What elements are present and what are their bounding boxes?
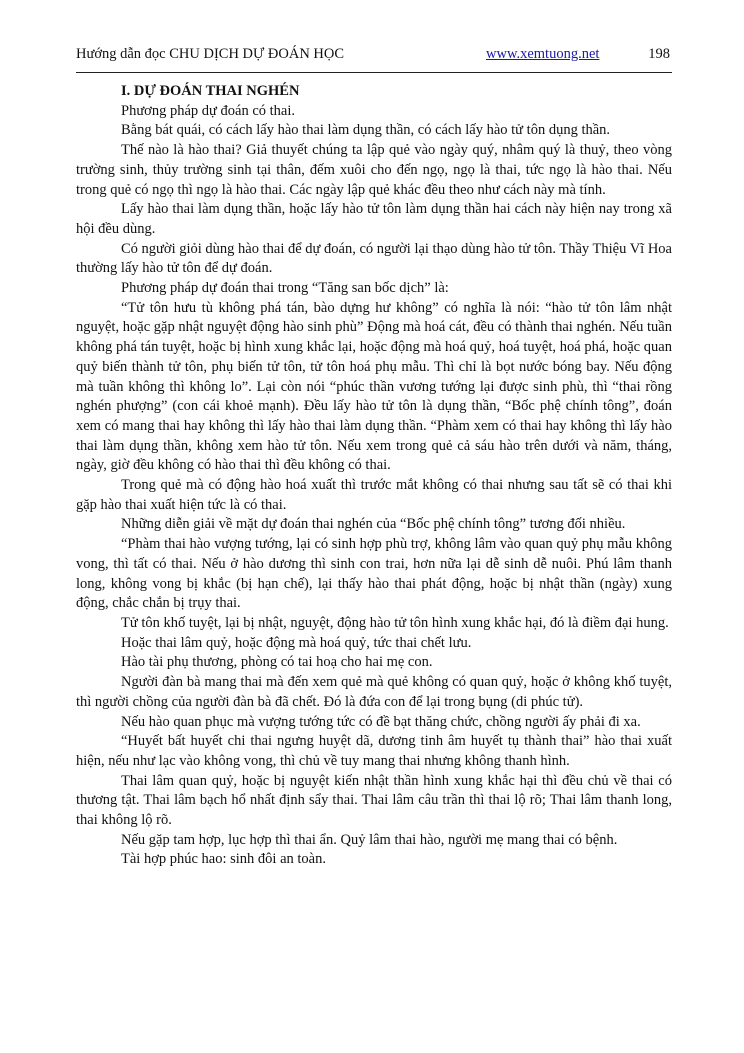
paragraph: “Huyết bất huyết chi thai ngưng huyệt dã, dương tinh âm huyết tụ thành thai” hào thai xuất hiện, nếu như lạc vào không vong, thì chủ về tuy mang thai nhưng không thanh hình. xyxy=(76,733,672,769)
paragraph: Những diễn giải về mặt dự đoán thai nghén của “Bốc phệ chính tông” tương đối nhiều. xyxy=(121,516,626,533)
paragraph: Phương pháp dự đoán thai trong “Tăng san bốc dịch” là: xyxy=(121,280,449,297)
paragraph: Thai lâm quan quỷ, hoặc bị nguyệt kiến nhật thần hình xung khắc hại thì đều chủ về thai có thương tật. Thai lâm bạch hổ nhất định sẩy thai. Thai lâm câu trần thì thai lộ rõ; Thai lâm thanh long, thai không lộ rõ. xyxy=(76,772,672,829)
paragraph: Hoặc thai lâm quỷ, hoặc động mà hoá quỷ, tức thai chết lưu. xyxy=(121,634,472,651)
paragraph: Người đàn bà mang thai mà đến xem quẻ mà quẻ không có quan quỷ, hoặc ở không khố tuyệt, thì người chồng của người đàn bà đã chết. Đó là đứa con để lại trong bụng (di phúc tử). xyxy=(76,674,672,710)
header-divider xyxy=(76,72,672,73)
paragraph: Thế nào là hào thai? Giả thuyết chúng ta lập quẻ vào ngày quý, nhâm quý là thuỷ, theo vòng trường sinh, thủy trường sinh tại thân, đếm xuôi cho đến ngọ, ngọ là thai, tức ngọ là hào thai. Nếu trong quẻ có ngọ thì ngọ là hào thai. Các ngày lập quẻ khác đều theo như cách này mà tính. xyxy=(76,142,672,198)
paragraph: Trong quẻ mà có động hào hoá xuất thì trước mắt không có thai nhưng sau tất sẽ có thai khi gặp hào thai xuất hiện tức là có thai. xyxy=(76,477,672,513)
paragraph: Nếu gặp tam hợp, lục hợp thì thai ẩn. Quỷ lâm thai hào, người mẹ mang thai có bệnh. xyxy=(121,831,618,848)
page-number: 198 xyxy=(648,46,670,62)
paragraph: Có người giỏi dùng hào thai để dự đoán, có người lại thạo dùng hào tử tôn. Thầy Thiệu Vĩ Hoa thường lấy hào tử tôn để dự đoán. xyxy=(76,240,672,277)
book-title: Hướng dẫn đọc CHU DỊCH DỰ ĐOÁN HỌC xyxy=(76,46,345,62)
paragraph: “Tử tôn hưu tù không phá tán, bào dựng hư không” có nghĩa là nói: “hào tử tôn lâm nhật nguyệt, hoặc gặp nhật nguyệt động hào sinh phù” Động mà hoá cát, đều có thành thai nghén. Nếu tuần không phá tán tuyệt, hoặc bị hình xung khắc lại, hoặc động mà hoá quỷ, hoá tuyệt, hoá phá, hoặc quan quỷ biến thành tử tôn, phụ biến tử tôn, tử tôn hoá phụ mẫu. Thì chỉ là bọt nước bóng bay. Nếu động mà tuần không thì không lo”. Lại còn nói “phúc thần vương tướng lại được sinh phù, thì “thai rồng nghén phượng” (con cái khoẻ mạnh). Đều lấy hào tử tôn là dụng thần, “Bốc phệ chính tông”, đoán xem có mang thai hay không thì lấy hào thai làm dụng thần. “Phàm xem có thai hay không thì lấy hào thai làm dụng thần, không xem hào tử tôn. Nếu xem trong quẻ cả sáu hào trên dưới và năm, tháng, ngày, giờ đều không có hào thai thì đều không có thai. xyxy=(76,299,672,474)
body-text xyxy=(76,82,672,870)
paragraph: “Phàm thai hào vượng tướng, lại có sinh hợp phù trợ, không lâm vào quan quỷ phụ mẫu không vong, thì tất có thai. Nếu ở hào dương thì sinh con trai, hơn nữa lại dễ sinh dễ nuôi. Phú lâm thanh long, không vong bị khắc (bị hạn chế), lại thấy hào thai phát động, hoặc bị nhật thần (ngày) xung động, chắc chắn bị trụy thai. xyxy=(76,536,672,612)
paragraph: Tài hợp phúc hao: sinh đôi an toàn. xyxy=(121,851,326,868)
paragraph: Nếu hào quan phục mà vượng tướng tức có đề bạt thăng chức, chồng người ấy phải đi xa. xyxy=(121,713,641,730)
website-link[interactable]: www.xemtuong.net xyxy=(486,46,600,62)
section-title: I. DỰ ĐOÁN THAI NGHÉN xyxy=(121,83,300,99)
paragraph: Hào tài phụ thương, phòng có tai hoạ cho hai mẹ con. xyxy=(121,654,433,671)
paragraph: Lấy hào thai làm dụng thần, hoặc lấy hào tử tôn làm dụng thần hai cách này hiện nay trong xã hội đều dùng. xyxy=(76,201,672,237)
page-header xyxy=(76,46,672,68)
paragraph: Phương pháp dự đoán có thai. xyxy=(121,102,295,119)
paragraph: Tử tôn khố tuyệt, lại bị nhật, nguyệt, động hào tử tôn hình xung khắc hại, đó là điềm đại hung. xyxy=(121,614,669,631)
paragraph: Bằng bát quái, có cách lấy hào thai làm dụng thần, có cách lấy hào tử tôn dụng thần. xyxy=(121,122,611,139)
